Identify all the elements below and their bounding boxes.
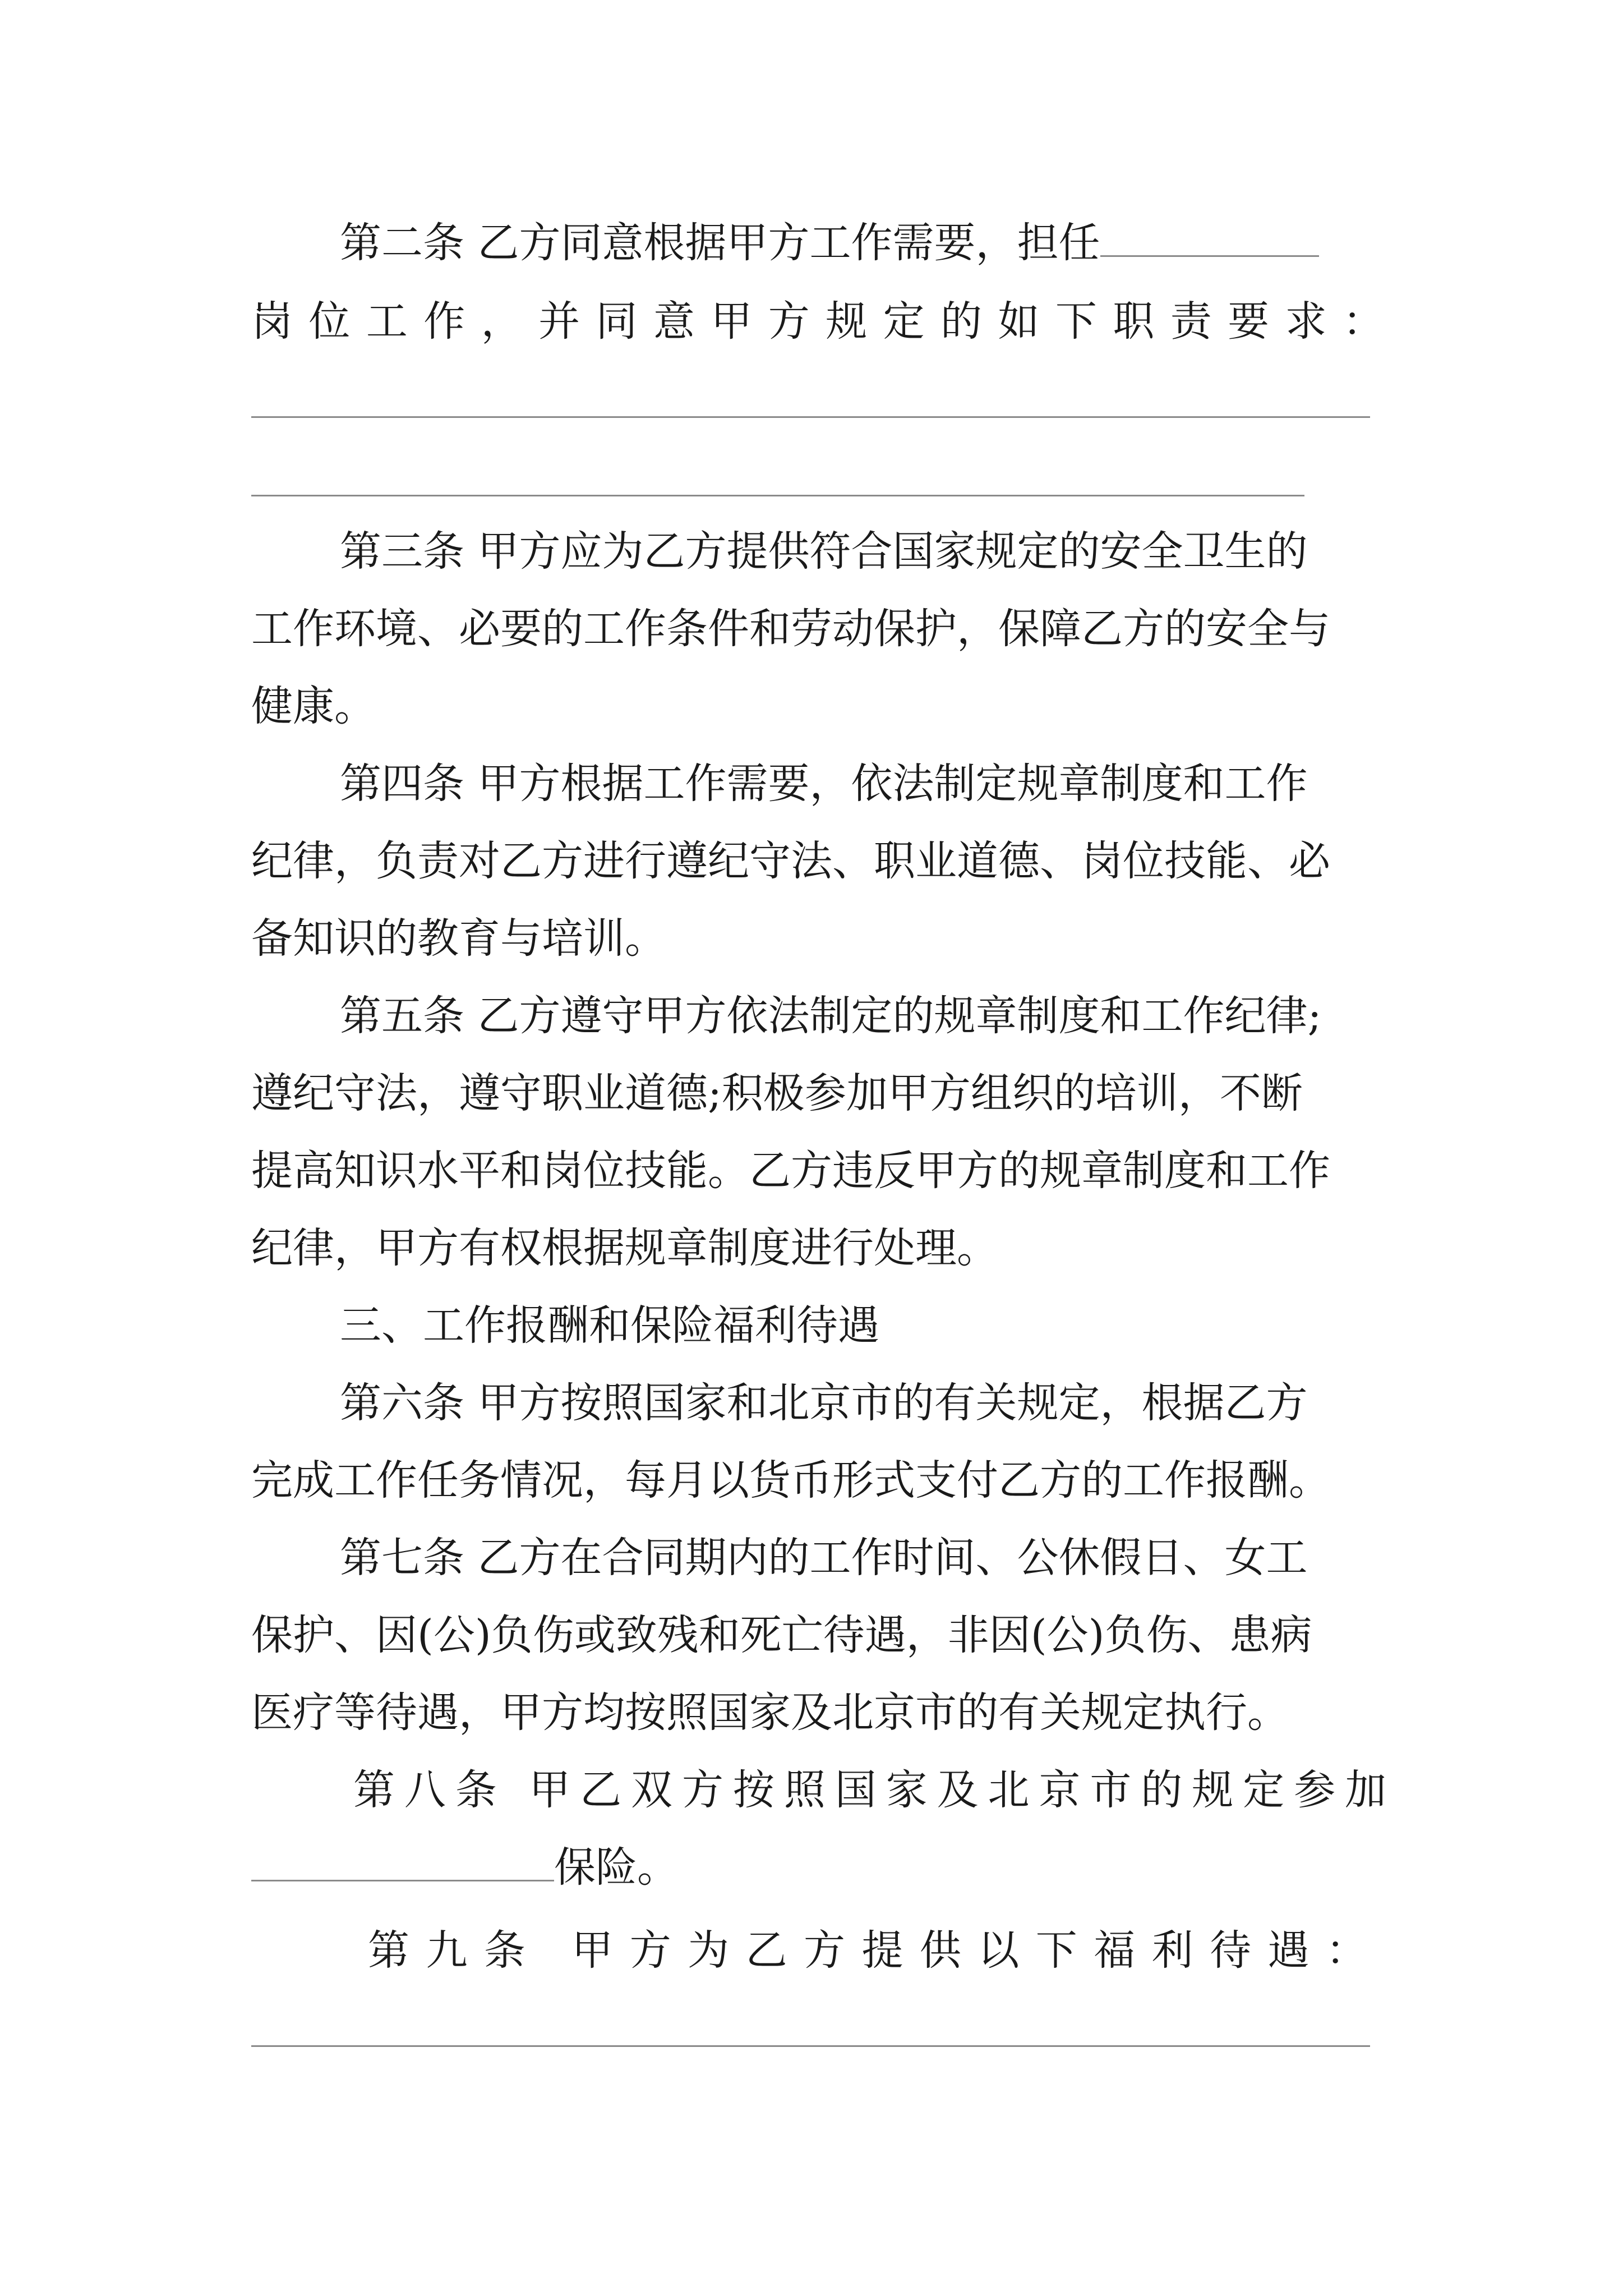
article-8-line-2 bbox=[251, 1842, 679, 1893]
article-4-line-1: 第四条 甲方根据工作需要，依法制定规章制度和工作 bbox=[340, 760, 1308, 808]
article-2-line-2: 岗位工作，并同意甲方规定的如下职责要求： bbox=[251, 297, 1384, 346]
article-6-line-1: 第六条 甲方按照国家和北京市的有关规定，根据乙方 bbox=[340, 1379, 1308, 1427]
article-5-line-1: 第五条 乙方遵守甲方依法制定的规章制度和工作纪律; bbox=[340, 992, 1322, 1040]
insurance-blank[interactable] bbox=[251, 1846, 554, 1881]
article-7-line-2: 保护、因(公)负伤或致残和死亡待遇，非因(公)负伤、患病 bbox=[251, 1611, 1312, 1659]
article-2-line-1 bbox=[340, 218, 1319, 268]
article-4-line-3: 备知识的教育与培训。 bbox=[251, 914, 666, 963]
article-3-line-3: 健康。 bbox=[251, 682, 376, 730]
article-3-line-1: 第三条 甲方应为乙方提供符合国家规定的安全卫生的 bbox=[340, 527, 1308, 576]
duties-blank-line-2[interactable] bbox=[251, 495, 1304, 496]
article-8-suffix: 保险。 bbox=[554, 1843, 679, 1892]
duties-blank-line-1[interactable] bbox=[251, 416, 1370, 418]
article-7-line-3: 医疗等待遇，甲方均按照国家及北京市的有关规定执行。 bbox=[251, 1688, 1289, 1737]
article-3-line-2: 工作环境、必要的工作条件和劳动保护，保障乙方的安全与 bbox=[251, 605, 1330, 653]
article-6-line-2: 完成工作任务情况，每月以货币形式支付乙方的工作报酬。 bbox=[251, 1456, 1330, 1504]
article-5-line-4: 纪律，甲方有权根据规章制度进行处理。 bbox=[251, 1224, 998, 1272]
article-7-line-1: 第七条 乙方在合同期内的工作时间、公休假日、女工 bbox=[340, 1534, 1308, 1582]
article-8-line-1: 第八条 甲乙双方按照国家及北京市的规定参加 bbox=[353, 1766, 1386, 1814]
article-4-line-2: 纪律，负责对乙方进行遵纪守法、职业道德、岗位技能、必 bbox=[251, 837, 1330, 885]
article-5-line-3: 提高知识水平和岗位技能。乙方违反甲方的规章制度和工作 bbox=[251, 1147, 1330, 1195]
article-2-text: 第二条 乙方同意根据甲方工作需要，担任 bbox=[340, 219, 1100, 267]
section-3-heading: 三、工作报酬和保险福利待遇 bbox=[340, 1301, 879, 1350]
position-blank[interactable] bbox=[1100, 222, 1319, 257]
benefits-blank-line[interactable] bbox=[251, 2045, 1370, 2047]
article-9-line-1: 第九条 甲方为乙方提供以下福利待遇： bbox=[368, 1926, 1367, 1975]
article-5-line-2: 遵纪守法，遵守职业道德;积极参加甲方组织的培训，不断 bbox=[251, 1069, 1303, 1117]
